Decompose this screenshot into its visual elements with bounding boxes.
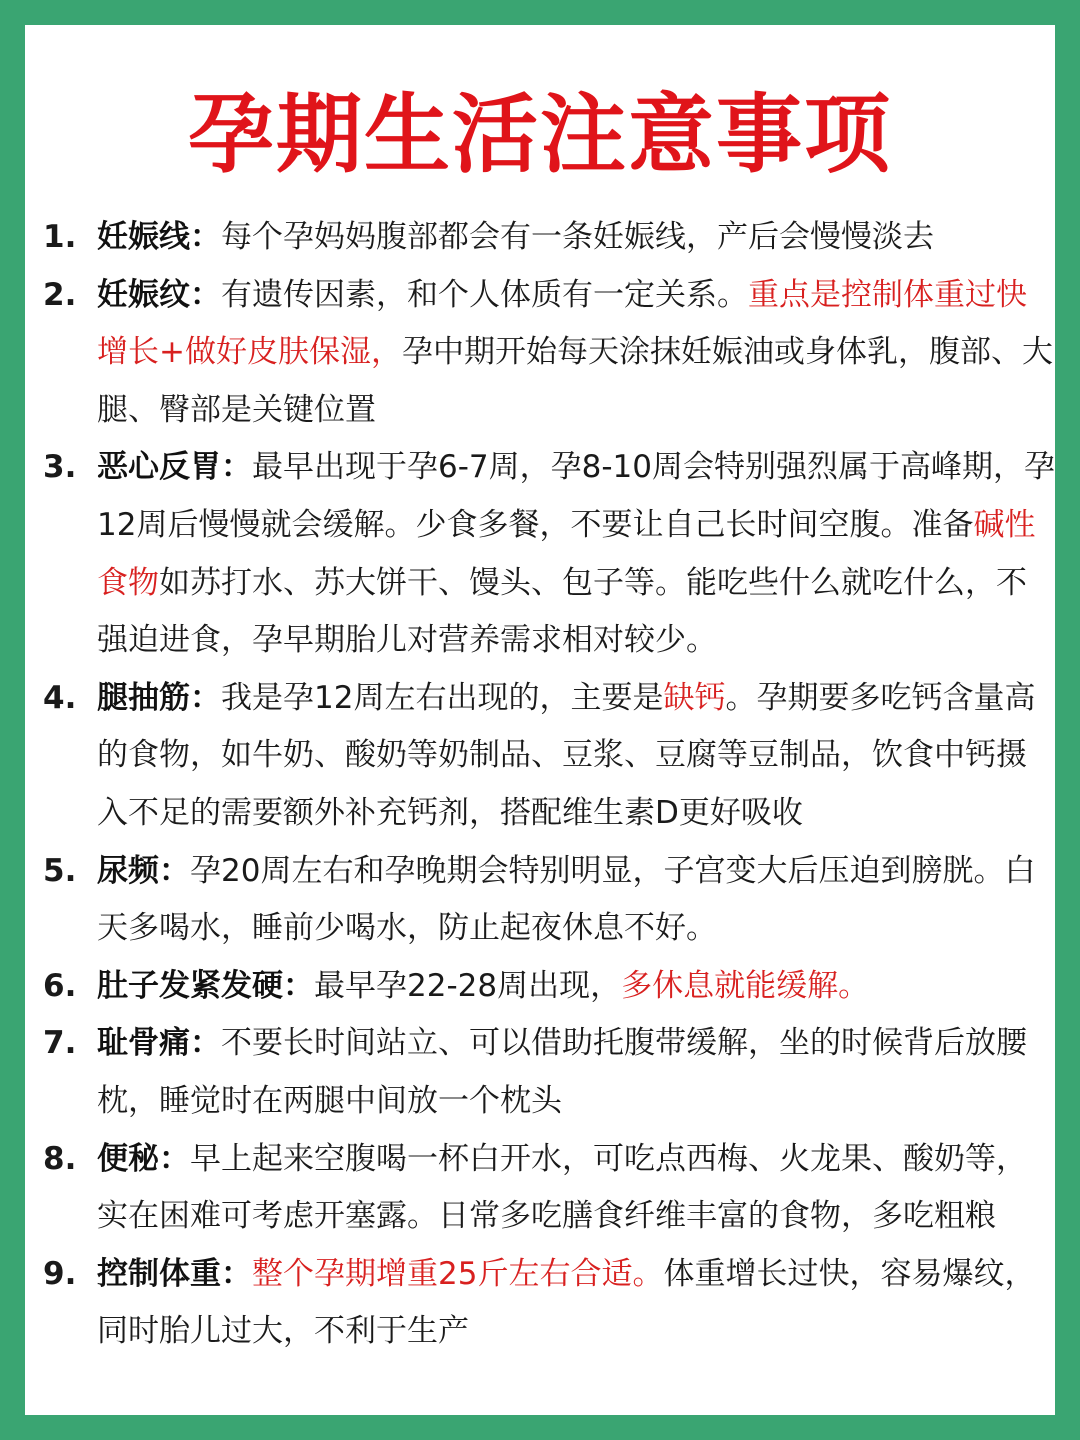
item-text: 孕中期开始每天涂抹妊娠油或身体乳，腹部、大腿、臀部是关键位置 xyxy=(97,334,1053,428)
item-highlight: 整个孕期增重25斤左右合适。 xyxy=(252,1255,664,1292)
list-item xyxy=(43,670,1055,843)
item-text: 我是孕12周左右出现的，主要是 xyxy=(221,679,664,716)
item-term: 便秘： xyxy=(97,1140,190,1177)
item-text: 不要长时间站立、可以借助托腹带缓解，坐的时候背后放腰枕，睡觉时在两腿中间放一个枕头 xyxy=(97,1025,1027,1119)
item-number: 8. xyxy=(43,1140,77,1177)
list-item xyxy=(43,209,1055,267)
tips-list xyxy=(43,209,1055,1361)
item-text: 如苏打水、苏大饼干、馒头、包子等。能吃些什么就吃什么，不强迫进食，孕早期胎儿对营养需求相对较少。 xyxy=(97,564,1027,659)
item-highlight: 重点是控制体重过快增长+做好皮肤保湿， xyxy=(97,276,1027,371)
item-term: 腿抽筋： xyxy=(97,679,221,716)
item-text: 最早出现于孕6-7周，孕8-10周会特别强烈属于高峰期，孕12周后慢慢就会缓解。少食多餐，不要让自己长时间空腹。准备 xyxy=(97,449,1055,543)
item-text: 孕20周左右和孕晚期会特别明显，子宫变大后压迫到膀胱。白天多喝水，睡前少喝水，防止起夜休息不好。 xyxy=(97,852,1036,947)
list-item xyxy=(43,958,1055,1016)
list-item xyxy=(43,1015,1055,1130)
item-term: 肚子发紧发硬： xyxy=(97,967,314,1004)
item-highlight: 碱性食物 xyxy=(97,506,1036,601)
list-item xyxy=(43,1131,1055,1246)
item-term: 控制体重： xyxy=(97,1255,252,1292)
item-number: 3. xyxy=(43,449,77,486)
item-number: 5. xyxy=(43,852,77,889)
item-term: 妊娠纹： xyxy=(97,276,221,313)
item-text: 有遗传因素，和个人体质有一定关系。 xyxy=(221,276,748,313)
item-highlight: 缺钙 xyxy=(663,679,726,716)
item-text: 。孕期要多吃钙含量高的食物，如牛奶、酸奶等奶制品、豆浆、豆腐等豆制品，饮食中钙摄入不足的需要额外补充钙剂，搭配维生素D更好吸收 xyxy=(97,679,1036,831)
item-text: 体重增长过快，容易爆纹，同时胎儿过大，不利于生产 xyxy=(97,1255,1036,1350)
list-item xyxy=(43,439,1055,669)
item-number: 6. xyxy=(43,967,77,1004)
item-term: 尿频： xyxy=(97,852,190,889)
item-term: 耻骨痛： xyxy=(97,1025,221,1062)
item-text: 每个孕妈妈腹部都会有一条妊娠线，产后会慢慢淡去 xyxy=(221,219,934,255)
item-number: 7. xyxy=(43,1025,77,1062)
list-item xyxy=(43,1246,1055,1361)
item-number: 2. xyxy=(43,276,77,313)
list-item xyxy=(43,267,1055,440)
item-term: 恶心反胃： xyxy=(97,449,252,486)
item-number: 1. xyxy=(43,219,77,255)
item-term: 妊娠线： xyxy=(97,219,221,255)
item-highlight: 多休息就能缓解。 xyxy=(621,967,870,1004)
page-title: 孕期生活注意事项 xyxy=(188,85,892,185)
item-text: 最早孕22-28周出现， xyxy=(314,967,622,1004)
item-number: 9. xyxy=(43,1255,77,1292)
item-text: 早上起来空腹喝一杯白开水，可吃点西梅、火龙果、酸奶等，实在困难可考虑开塞露。日常多吃膳食纤维丰富的食物，多吃粗粮 xyxy=(97,1140,1027,1235)
content-card xyxy=(25,25,1055,1415)
item-number: 4. xyxy=(43,679,77,716)
list-item xyxy=(43,843,1055,958)
